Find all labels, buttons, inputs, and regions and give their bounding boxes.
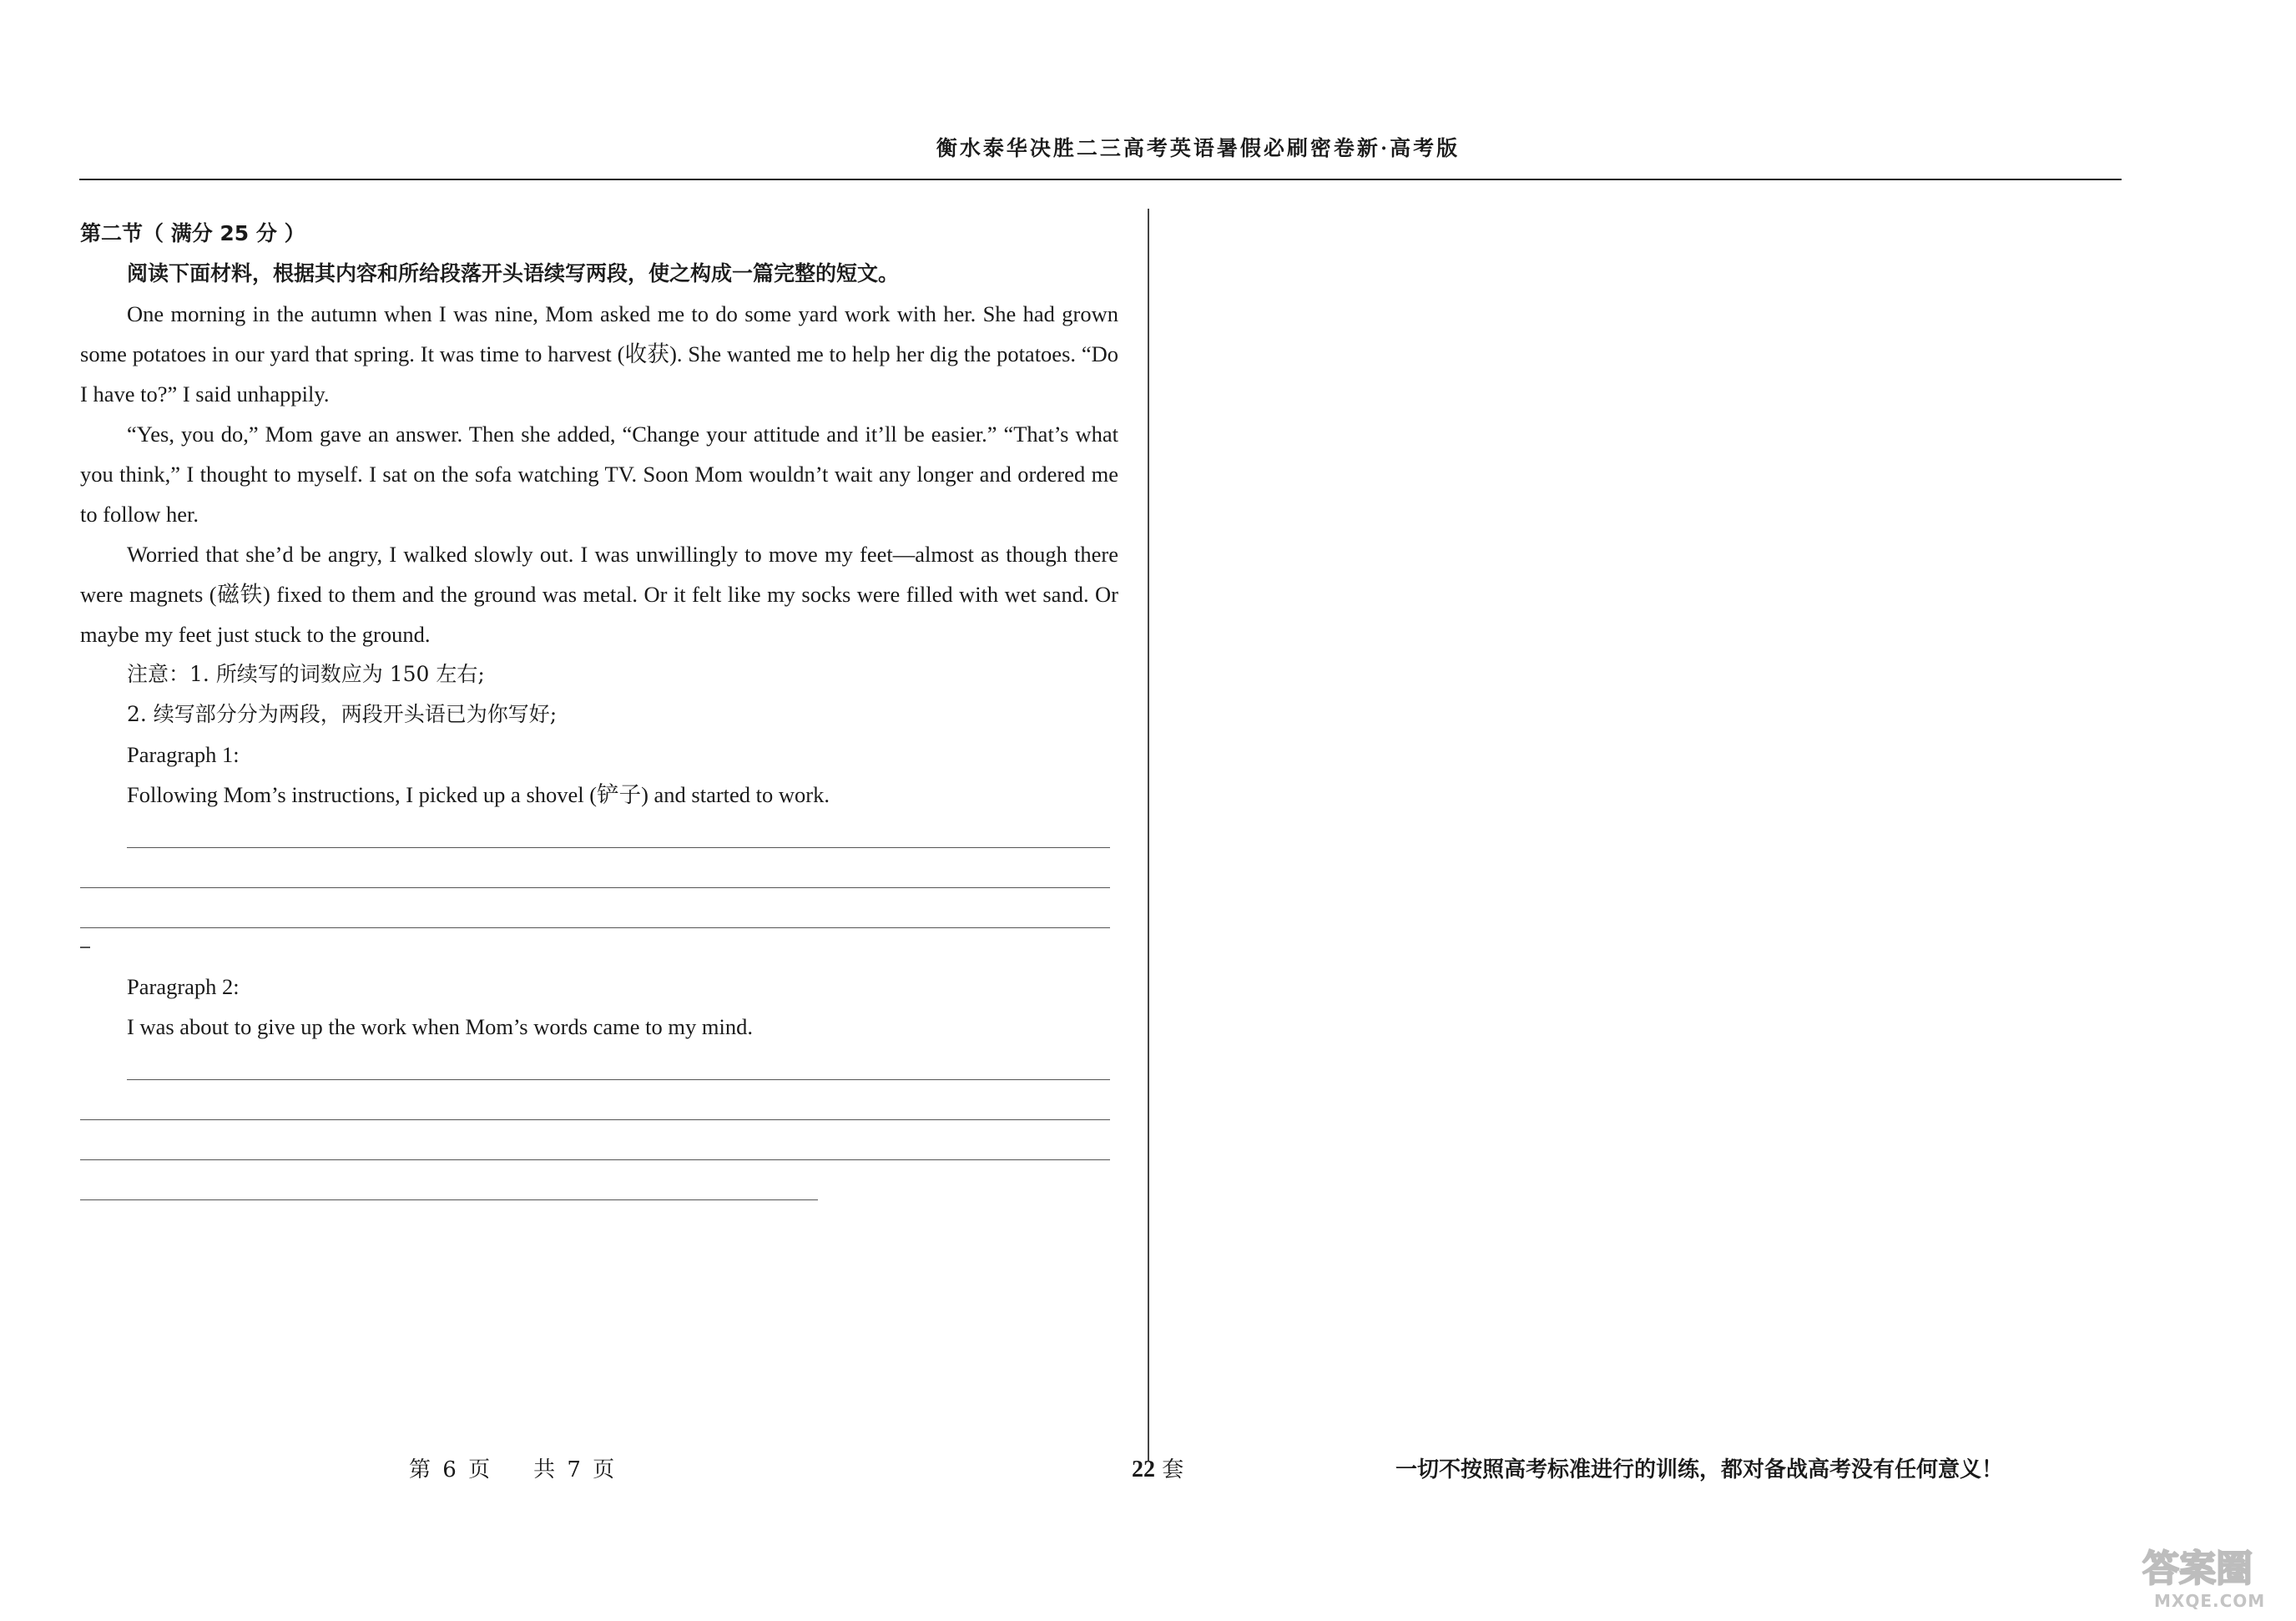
writing-line[interactable] (80, 1127, 1118, 1167)
stray-dash (80, 935, 1118, 967)
watermark (2139, 1546, 2281, 1611)
footer-page-info: 第 6 页 共 7 页 (409, 1457, 615, 1482)
paragraph-1-opening: Following Mom’s instructions, I picked up a shovel (铲子) and started to work. (127, 782, 830, 807)
header-title: 衡水泰华决胜二三高考英语暑假必刷密卷新·高考版 (936, 138, 1461, 160)
set-suffix: 套 (1155, 1457, 1184, 1482)
note-1: 注意：1. 所续写的词数应为 150 左右; (127, 662, 485, 686)
story-paragraph-1: One morning in the autumn when I was nine, Mom asked me to do some yard work with her. She had grown some potatoes in our yard that spring. It was time to harvest (收获). She wanted me to help her dig the potatoes. “Do I have to?” I said unhappily. (80, 301, 1118, 407)
paragraph-1-label: Paragraph 1: (127, 742, 240, 767)
section-title: 第二节（ 满分 25 分 ） (80, 221, 305, 245)
writing-line[interactable] (80, 895, 1118, 935)
paragraph-2-label: Paragraph 2: (127, 974, 240, 999)
writing-line[interactable] (80, 815, 1118, 855)
set-number: 22 (1132, 1457, 1155, 1482)
note-2: 2. 续写部分分为两段，两段开头语已为你写好; (127, 702, 558, 726)
writing-line[interactable] (80, 1047, 1118, 1087)
watermark-logo-icon (2139, 1546, 2281, 1589)
writing-line[interactable] (80, 1087, 1118, 1127)
paragraph-2-opening: I was about to give up the work when Mom’s words came to my mind. (127, 1014, 753, 1039)
column-divider (1148, 209, 1149, 1461)
story-paragraph-2: “Yes, you do,” Mom gave an answer. Then she added, “Change your attitude and it’ll be easier.” “That’s what you think,” I thought to myself. I sat on the sofa watching TV. Soon Mom wouldn’t wait any longer and ordered me to follow her. (80, 422, 1118, 527)
writing-line[interactable] (80, 1167, 1118, 1207)
left-column (80, 214, 1118, 1207)
watermark-url: MXQE.COM (2154, 1591, 2266, 1611)
writing-line[interactable] (80, 855, 1118, 895)
story-paragraph-3: Worried that she’d be angry, I walked slowly out. I was unwillingly to move my feet—almost as though there were magnets (磁铁) fixed to them and the ground was metal. Or it felt like my socks were filled with wet sand. Or maybe my feet just stuck to the ground. (80, 542, 1118, 647)
header-rule (79, 179, 2122, 180)
watermark-logo-text: 答案圈 (2142, 1548, 2253, 1589)
section-instruction: 阅读下面材料，根据其内容和所给段落开头语续写两段，使之构成一篇完整的短文。 (127, 261, 900, 285)
footer-set-number (1132, 1456, 1183, 1484)
footer-motto: 一切不按照高考标准进行的训练，都对备战高考没有任何意义！ (1395, 1457, 2004, 1482)
